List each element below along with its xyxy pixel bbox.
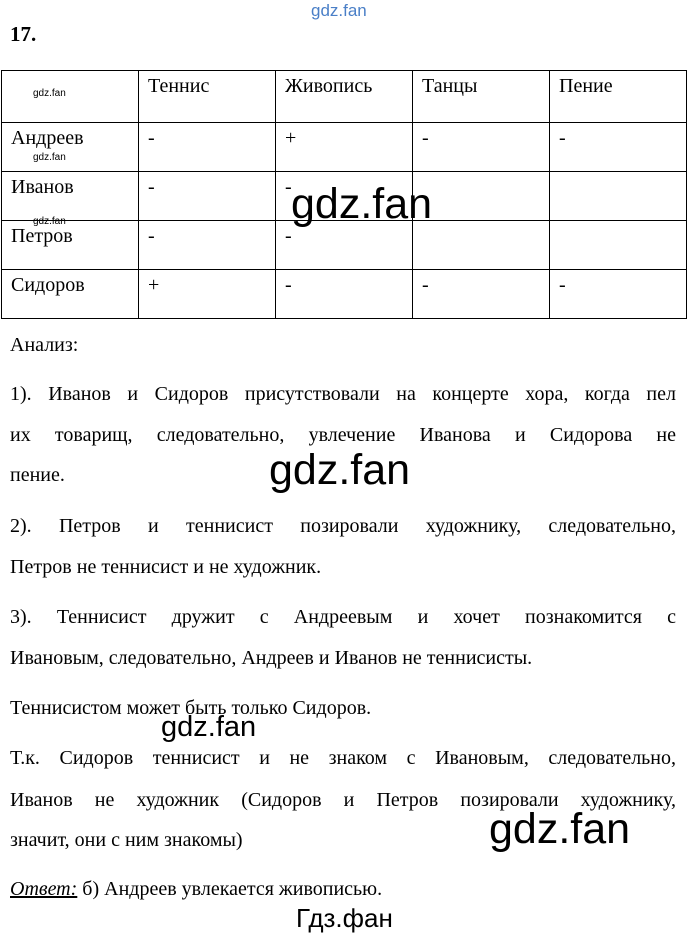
table-cell: - (413, 123, 550, 172)
watermark-large: gdz.fan (291, 180, 433, 228)
table-cell: - (550, 123, 687, 172)
row-name-cell: Петров (2, 221, 139, 270)
header-cell-singing: Пение (550, 71, 687, 123)
answer-text: б) Андреев увлекается живописью. (77, 878, 383, 900)
table-cell: + (276, 123, 413, 172)
header-cell-dancing: Танцы (413, 71, 550, 123)
watermark-top: gdz.fan (311, 1, 367, 20)
table-cell: + (139, 270, 276, 319)
table-row (2, 123, 687, 172)
table-row (2, 270, 687, 319)
watermark-small: gdz.fan (33, 152, 66, 163)
table-cell: - (276, 270, 413, 319)
analysis-p5-line1: Т.к. Сидоров теннисист и не знаком с Ивановым, следовательно, (10, 747, 676, 769)
watermark-large: gdz.fan (269, 446, 411, 494)
analysis-p3-line2: Ивановым, следовательно, Андреев и Иванов не теннисисты. (10, 647, 533, 669)
watermark-footer: Гдз.фан (296, 903, 393, 933)
analysis-p5-line3: значит, они с ним знакомы) (10, 829, 243, 851)
table-cell: - (276, 172, 413, 221)
row-name-cell: Иванов (2, 172, 139, 221)
table-cell (413, 221, 550, 270)
analysis-p2-line2: Петров не теннисист и не художник. (10, 556, 322, 578)
analysis-p1-line2: их товарищ, следовательно, увлечение Иванова и Сидорова не (10, 424, 676, 446)
analysis-heading: Анализ: (10, 334, 79, 356)
watermark-small: gdz.fan (33, 88, 66, 99)
analysis-p4: Теннисистом может быть только Сидоров. (10, 697, 372, 719)
table-cell (413, 172, 550, 221)
header-cell-empty (2, 71, 139, 123)
table-cell: - (139, 221, 276, 270)
task-number: 17. (10, 22, 37, 46)
table-cell: - (276, 221, 413, 270)
answer-line (10, 876, 676, 902)
header-cell-tennis: Теннис (139, 71, 276, 123)
watermark-large: gdz.fan (489, 805, 631, 853)
analysis-p3-line1: 3). Теннисист дружит с Андреевым и хочет познакомится с (10, 606, 676, 628)
table-cell: - (139, 123, 276, 172)
row-name-cell: Сидоров (2, 270, 139, 319)
row-name-cell: Андреев (2, 123, 139, 172)
table-header-row (2, 71, 687, 123)
table-cell (550, 172, 687, 221)
table-cell: - (550, 270, 687, 319)
analysis-p2-line1: 2). Петров и теннисист позировали художнику, следовательно, (10, 515, 676, 537)
watermark-small: gdz.fan (33, 216, 66, 227)
header-cell-painting: Живопись (276, 71, 413, 123)
analysis-p1-line3: пение. (10, 464, 65, 486)
analysis-p5-line2: Иванов не художник (Сидоров и Петров позировали художнику, (10, 789, 676, 811)
analysis-p1-line1: 1). Иванов и Сидоров присутствовали на концерте хора, когда пел (10, 383, 676, 405)
table-cell (550, 221, 687, 270)
watermark-medium: gdz.fan (161, 711, 257, 743)
answer-label: Ответ: (10, 878, 78, 900)
table-cell: - (413, 270, 550, 319)
table-cell: - (139, 172, 276, 221)
